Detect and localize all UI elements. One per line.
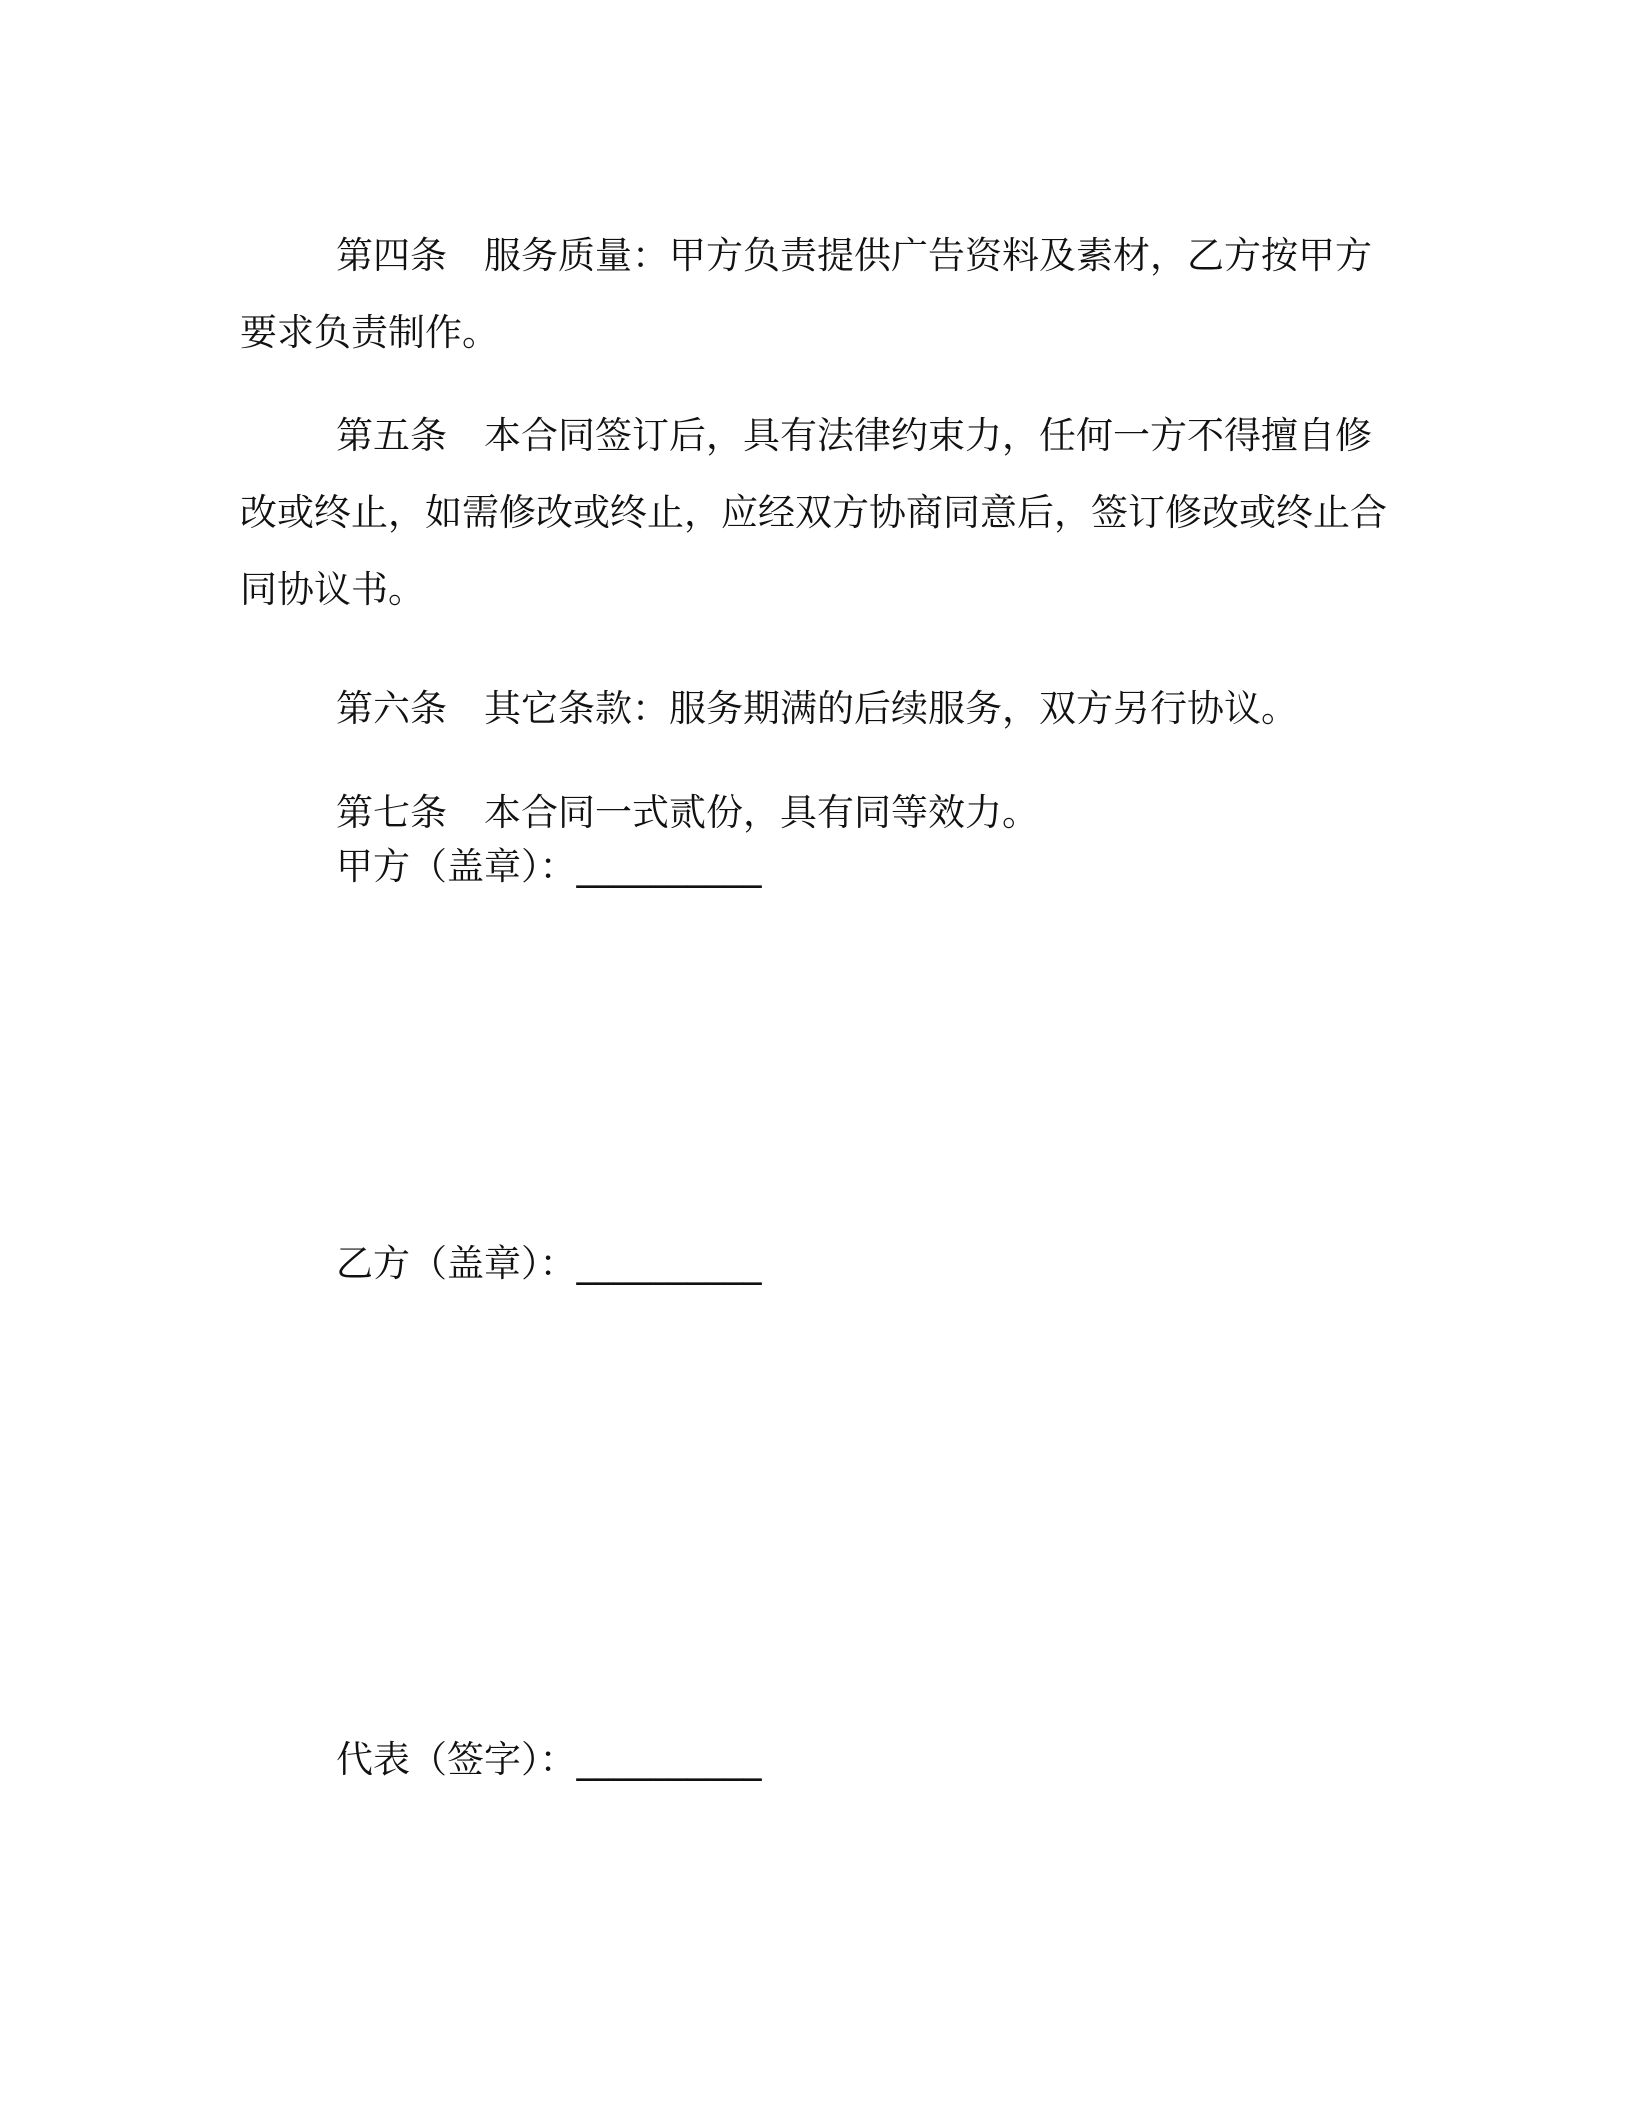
clause-7: 第七条 本合同一式贰份，具有同等效力。 — [336, 791, 1039, 834]
clause-6: 第六条 其它条款：服务期满的后续服务，双方另行协议。 — [336, 687, 1298, 730]
representative-signature-line: 代表（签字）：__________ — [336, 1738, 762, 1781]
party-a-seal-line: 甲方（盖章）：__________ — [336, 845, 762, 888]
clause-5: 第五条 本合同签订后，具有法律约束力，任何一方不得擅自修改或终止，如需修改或终止，应经双方协商同意后，签订修改或终止合同协议书。 — [240, 414, 1387, 611]
clause-4: 第四条 服务质量：甲方负责提供广告资料及素材，乙方按甲方要求负责制作。 — [240, 234, 1372, 354]
party-b-seal-line: 乙方（盖章）：__________ — [336, 1242, 762, 1285]
